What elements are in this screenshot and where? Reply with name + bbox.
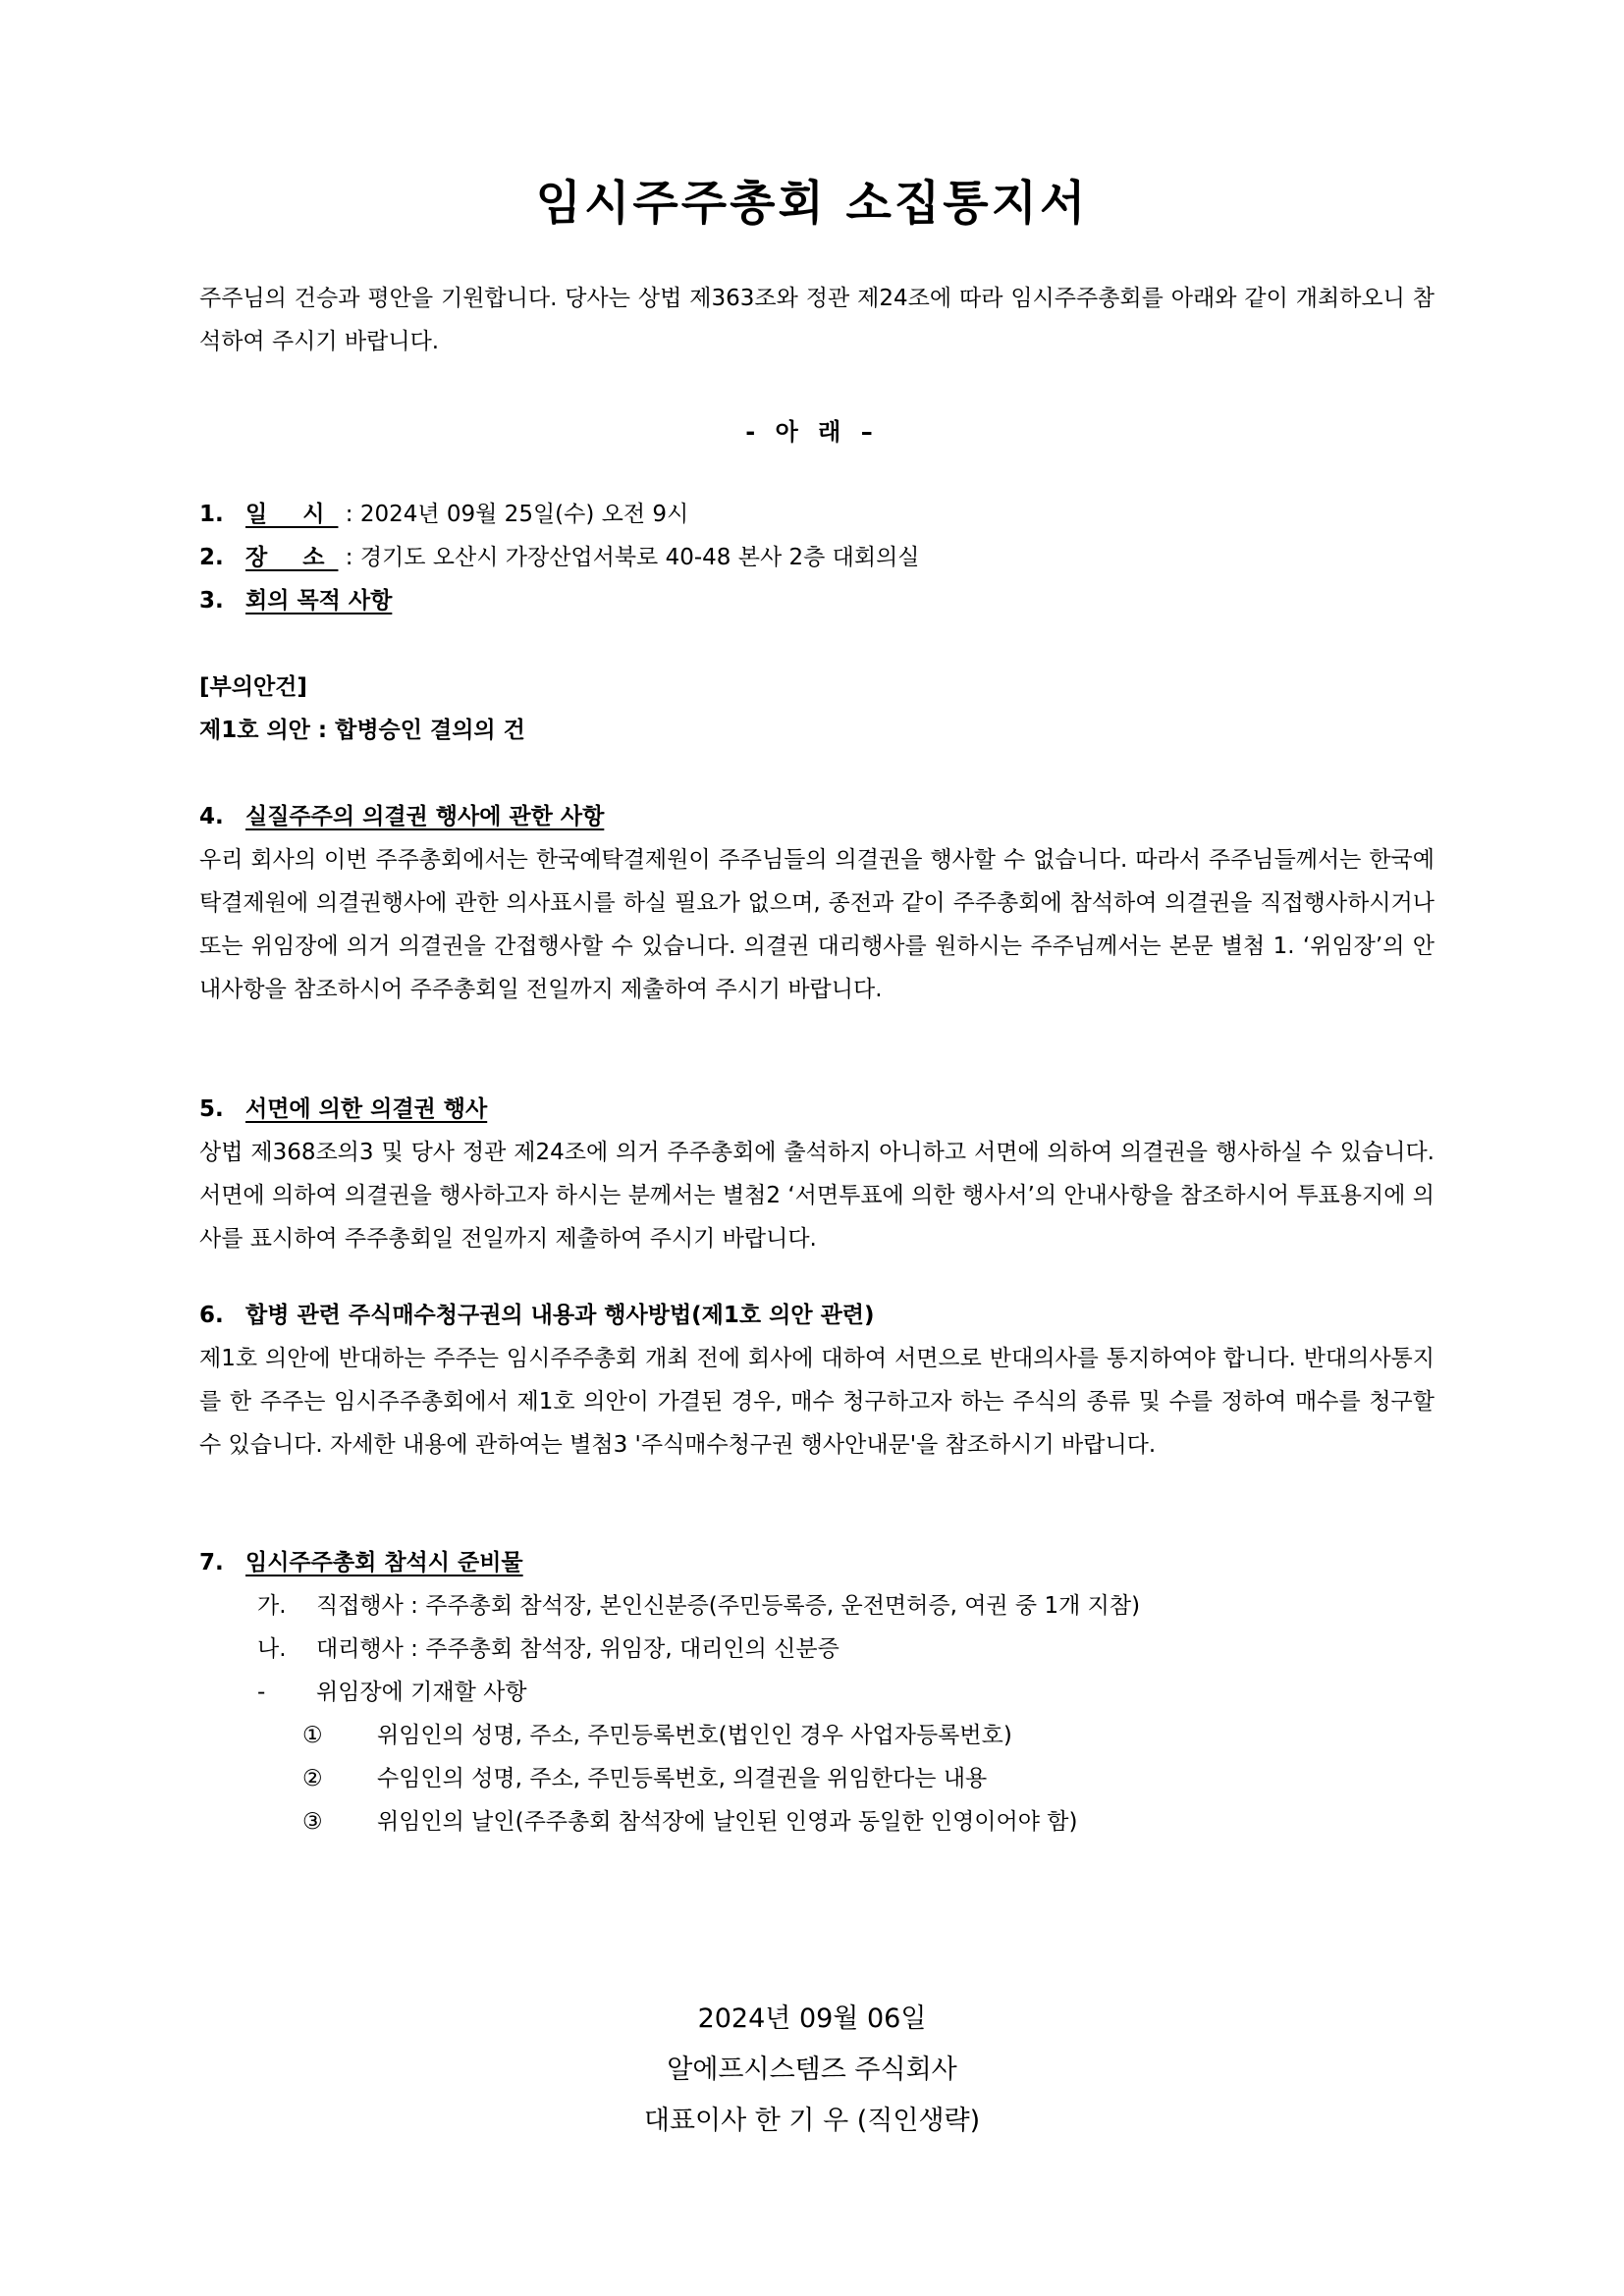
intro-paragraph: 주주님의 건승과 평안을 기원합니다. 당사는 상법 제363조와 정관 제24조에 따라 임시주주총회를 아래와 같이 개최하오니 참석하여 주시기 바랍니다. <box>199 286 1435 354</box>
list-item <box>257 1584 1140 1628</box>
item-label: 회의 목적 사항 <box>245 588 393 614</box>
item-number: 3. <box>199 588 224 614</box>
item-date <box>199 493 1435 536</box>
section-number: 4. <box>199 804 224 829</box>
section-4-body: 우리 회사의 이번 주주총회에서는 한국예탁결제원이 주주님들의 의결권을 행사할 수 없습니다. 따라서 주주님들께서는 한국예탁결제원에 의결권행사에 관한 의사표시를 하실 필요가 없으며, 종전과 같이 주주총회에 참석하여 의결권을 직접행사하시거나 또는 위임장에 의거 의결권을 간접행사할 수 있습니다. 의결권 대리행사를 원하시는 주주님께서는 본문 별첨 1. ‘위임장’의 안내사항을 참조하시어 주주총회일 전일까지 제출하여 주시기 바랍니다. <box>199 847 1435 1002</box>
list-item <box>257 1628 839 1671</box>
list-item <box>257 1671 527 1714</box>
section-title: 서면에 의한 의결권 행사 <box>245 1096 488 1122</box>
section-number: 7. <box>199 1550 224 1575</box>
sublist-text: 위임인의 날인(주주총회 참석장에 날인된 인영과 동일한 인영이어야 함) <box>377 1809 1078 1835</box>
list-text: 직접행사 : 주주총회 참석장, 본인신분증(주민등록증, 운전면허증, 여권 중 1개 지참) <box>316 1593 1141 1619</box>
sublist-marker: ① <box>302 1723 323 1748</box>
item-label: 일 시 <box>245 502 339 527</box>
list-marker: 나. <box>257 1636 287 1662</box>
sublist-item <box>302 1757 987 1800</box>
list-marker: - <box>257 1680 266 1705</box>
item-value: : 경기도 오산시 가장산업서북로 40-48 본사 2층 대회의실 <box>338 545 920 570</box>
sublist-text: 수임인의 성명, 주소, 주민등록번호, 의결권을 위임한다는 내용 <box>377 1766 988 1791</box>
agenda-header: [부의안건] <box>199 674 307 700</box>
document-title: 임시주주총회 소집통지서 <box>535 176 1089 231</box>
list-text: 위임장에 기재할 사항 <box>316 1680 527 1705</box>
item-value: : 2024년 09월 25일(수) 오전 9시 <box>338 502 689 527</box>
signature-company: 알에프시스템즈 주식회사 <box>667 2055 957 2085</box>
item-number: 2. <box>199 545 224 570</box>
section-title: 실질주주의 의결권 행사에 관한 사항 <box>245 804 605 829</box>
sublist-text: 위임인의 성명, 주소, 주민등록번호(법인인 경우 사업자등록번호) <box>377 1723 1012 1748</box>
section-4-heading <box>199 795 1435 838</box>
item-place <box>199 536 1435 579</box>
section-6-body: 제1호 의안에 반대하는 주주는 임시주주총회 개최 전에 회사에 대하여 서면으로 반대의사를 통지하여야 합니다. 반대의사통지를 한 주주는 임시주주총회에서 제1호 의안이 가결된 경우, 매수 청구하고자 하는 주식의 종류 및 수를 정하여 매수를 청구할 수 있습니다. 자세한 내용에 관하여는 별첨3 '주식매수청구권 행사안내문'을 참조하시기 바랍니다. <box>199 1346 1435 1458</box>
section-5-heading <box>199 1088 1435 1131</box>
section-6-heading <box>199 1294 1435 1337</box>
sublist-item <box>302 1714 1012 1757</box>
section-title: 임시주주총회 참석시 준비물 <box>245 1550 523 1575</box>
below-marker: - 아 래 – <box>745 418 879 446</box>
section-5-body: 상법 제368조의3 및 당사 정관 제24조에 의거 주주총회에 출석하지 아니하고 서면에 의하여 의결권을 행사하실 수 있습니다. 서면에 의하여 의결권을 행사하고자 하시는 분께서는 별첨2 ‘서면투표에 의한 행사서’의 안내사항을 참조하시어 투표용지에 의사를 표시하여 주주총회일 전일까지 제출하여 주시기 바랍니다. <box>199 1140 1435 1252</box>
section-7-heading <box>199 1541 1435 1584</box>
item-label: 장 소 <box>245 545 339 570</box>
agenda-item-1: 제1호 의안 : 합병승인 결의의 건 <box>199 718 525 743</box>
sublist-item <box>302 1800 1077 1843</box>
item-number: 1. <box>199 502 224 527</box>
sublist-marker: ② <box>302 1766 323 1791</box>
list-text: 대리행사 : 주주총회 참석장, 위임장, 대리인의 신분증 <box>316 1636 839 1662</box>
item-purpose <box>199 579 1435 622</box>
section-number: 5. <box>199 1096 224 1122</box>
signature-date: 2024년 09월 06일 <box>697 2003 927 2034</box>
section-number: 6. <box>199 1303 224 1328</box>
section-title: 합병 관련 주식매수청구권의 내용과 행사방법(제1호 의안 관련) <box>245 1303 875 1328</box>
signature-ceo: 대표이사 한 기 우 (직인생략) <box>643 2106 981 2136</box>
list-marker: 가. <box>257 1593 287 1619</box>
sublist-marker: ③ <box>302 1809 323 1835</box>
